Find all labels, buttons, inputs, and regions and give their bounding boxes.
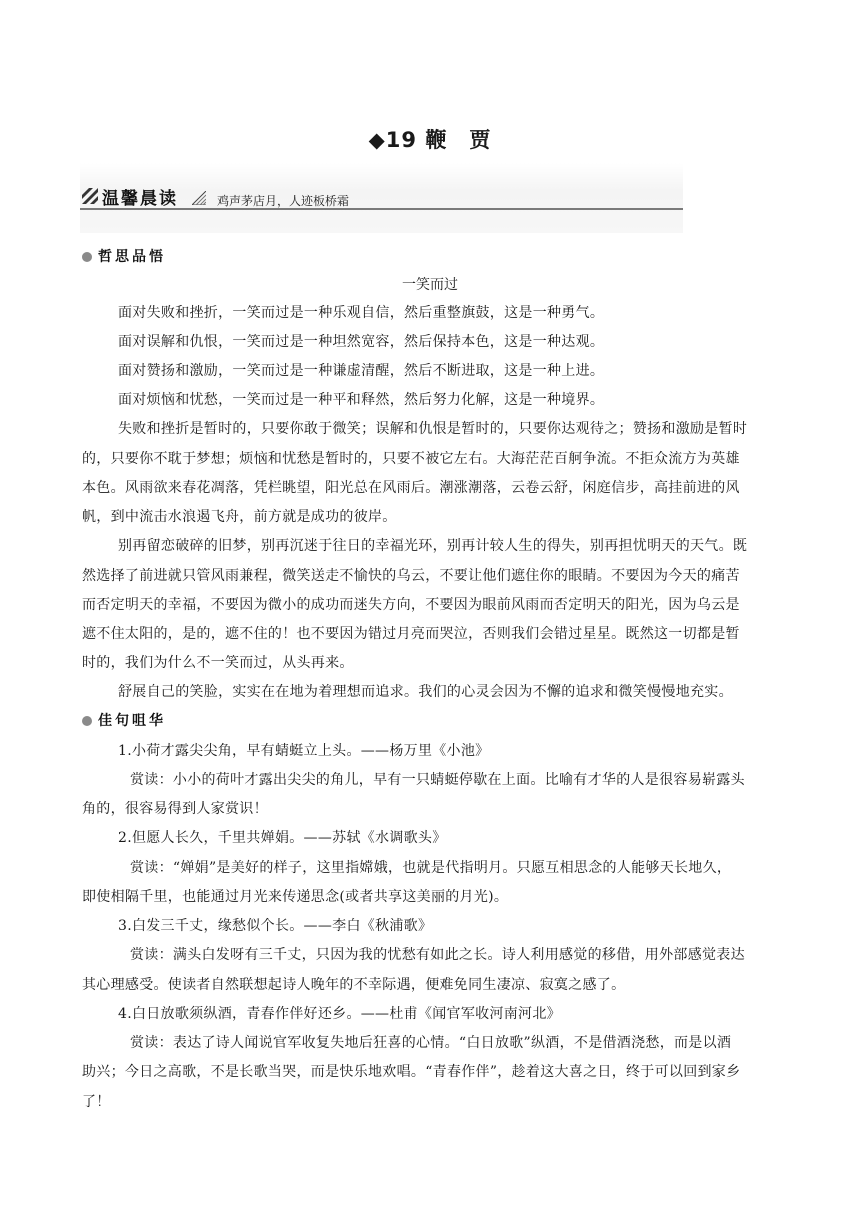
banner-title: 温馨晨读: [102, 189, 178, 209]
comment-line: 赏读：“婵娟”是美好的样子，这里指嫦娥，也就是代指明月。只愿互相思念的人能够天长地久，: [130, 860, 732, 876]
quote-line: 3.白发三千丈，缘愁似个长。——李白《秋浦歌》: [118, 918, 433, 934]
comment-line: 了！: [82, 1094, 111, 1110]
bullet-dot-icon: [82, 252, 92, 262]
comment-line: 其心理感受。使读者自然联想起诗人晚年的不幸际遇，便难免同生凄凉、寂寞之感了。: [82, 977, 626, 993]
essay-line: 面对失败和挫折，一笑而过是一种乐观自信，然后重整旗鼓，这是一种勇气。: [118, 305, 605, 321]
essay-line: 本色。风雨欲来春花凋落，凭栏眺望，阳光总在风雨后。潮涨潮落，云卷云舒，闲庭信步，高挂前进的风: [82, 480, 740, 496]
quote-line: 2.但愿人长久，千里共婵娟。——苏轼《水调歌头》: [118, 830, 447, 846]
section-heading-zhesi: [82, 246, 166, 266]
section-heading-text: 哲思品悟: [98, 249, 166, 265]
section-heading-text: 佳句咀华: [98, 713, 166, 729]
essay-title: 一笑而过: [402, 277, 458, 293]
essay-line: 时的，我们为什么不一笑而过，从头再来。: [82, 655, 354, 671]
essay-line: 遮不住太阳的，是的，遮不住的！也不要因为错过月亮而哭泣，否则我们会错过星星。既然这一切都是暂: [82, 626, 740, 642]
essay-line: 别再留恋破碎的旧梦，别再沉迷于往日的幸福光环，别再计较人生的得失，别再担忧明天的天气。既: [118, 538, 748, 554]
quote-line: 4.白日放歌须纵酒，青春作伴好还乡。——杜甫《闻官军收河南河北》: [118, 1006, 561, 1022]
comment-line: 助兴；今日之高歌，不是长歌当哭，而是快乐地欢唱。“青春作伴”，趁着这大喜之日，终于可以回到家乡: [82, 1064, 741, 1080]
essay-line: 的，只要你不耽于梦想；烦恼和忧愁是暂时的，只要不被它左右。大海茫茫百舸争流。不拒众流方为英雄: [82, 451, 740, 467]
stripes-icon: [82, 188, 98, 204]
section-heading-jiaju: [82, 710, 166, 730]
essay-line: 面对烦恼和忧愁，一笑而过是一种平和释然，然后努力化解，这是一种境界。: [118, 392, 605, 408]
comment-line: 赏读：满头白发呀有三千丈，只因为我的忧愁有如此之长。诗人利用感觉的移借，用外部感觉表达: [130, 947, 745, 963]
quote-line: 1.小荷才露尖尖角，早有蜻蜓立上头。——杨万里《小池》: [118, 743, 490, 759]
page-title: ◆19 鞭 贾: [368, 128, 492, 152]
essay-line: 而否定明天的幸福，不要因为微小的成功而迷失方向，不要因为眼前风雨而否定明天的阳光，因为乌云是: [82, 597, 740, 613]
comment-line: 赏读：表达了诗人闻说官军收复失地后狂喜的心情。“白日放歌”纵酒，不是借酒浇愁，而是以酒: [130, 1035, 732, 1051]
banner-subtitle: 鸡声茅店月，人迹板桥霜: [217, 194, 350, 208]
triangle-lines-icon: [192, 191, 206, 205]
essay-line: 舒展自己的笑脸，实实在在地为着理想而追求。我们的心灵会因为不懈的追求和微笑慢慢地充实。: [118, 684, 733, 700]
comment-line: 角的，很容易得到人家赏识！: [82, 801, 268, 817]
essay-line: 然选择了前进就只管风雨兼程，微笑送走不愉快的乌云，不要让他们遮住你的眼睛。不要因为今天的痛苦: [82, 568, 740, 584]
essay-line: 帆，到中流击水浪遏飞舟，前方就是成功的彼岸。: [82, 509, 397, 525]
essay-line: 面对赞扬和激励，一笑而过是一种谦虚清醒，然后不断进取，这是一种上进。: [118, 363, 605, 379]
section-banner: [80, 163, 683, 233]
essay-line: 面对误解和仇恨，一笑而过是一种坦然宽容，然后保持本色，这是一种达观。: [118, 334, 605, 350]
comment-line: 即使相隔千里，也能通过月光来传递思念(或者共享这美丽的月光)。: [82, 889, 509, 905]
bullet-dot-icon: [82, 716, 92, 726]
comment-line: 赏读：小小的荷叶才露出尖尖的角儿，早有一只蜻蜓停歇在上面。比喻有才华的人是很容易崭露头: [130, 772, 745, 788]
essay-line: 失败和挫折是暂时的，只要你敢于微笑；误解和仇恨是暂时的，只要你达观待之；赞扬和激励是暂时: [118, 421, 748, 437]
